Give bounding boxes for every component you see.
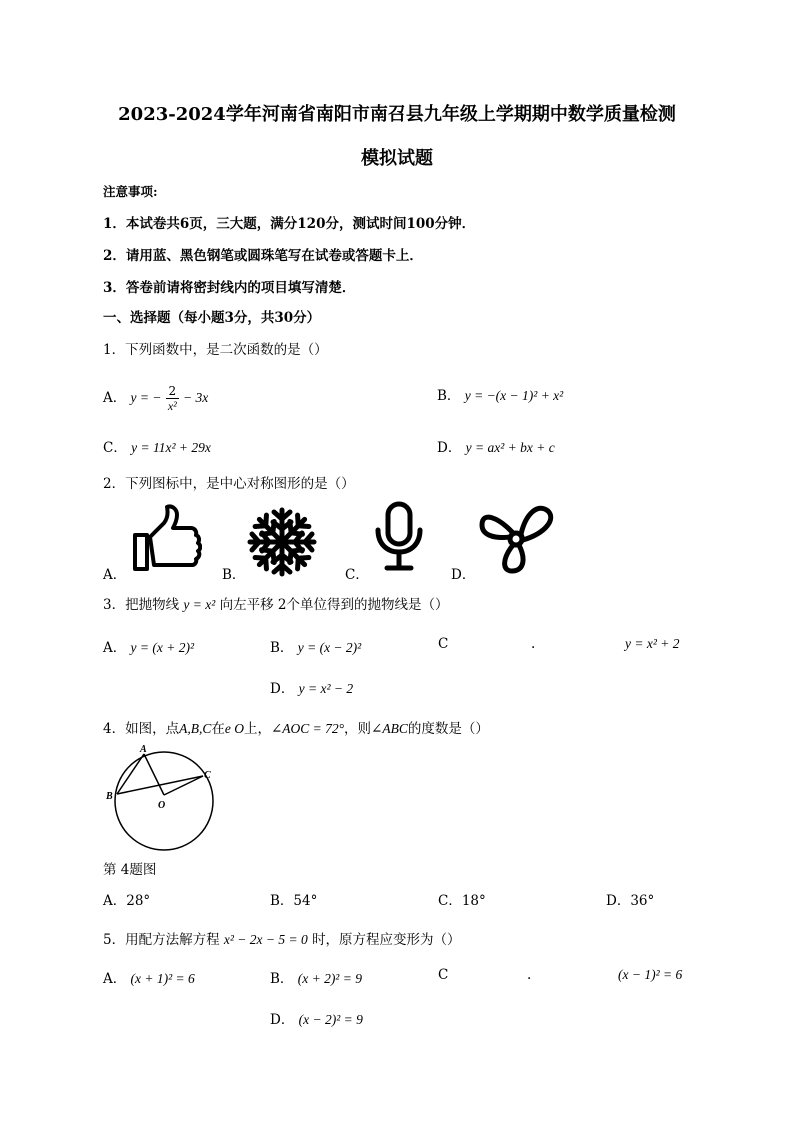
q5-a-expr: (x + 1)² = 6 xyxy=(130,971,195,986)
q4-stem xyxy=(103,717,489,737)
q4-stem-circle: e O xyxy=(224,721,244,736)
q5-b-expr: (x + 2)² = 9 xyxy=(297,971,362,986)
thumbs-up-icon xyxy=(130,503,202,573)
notice-heading: 注意事项: xyxy=(103,184,158,199)
q3-d-label: D． xyxy=(270,681,295,697)
notice-item-1: 1．本试卷共6页，三大题，满分120分，测试时间100分钟． xyxy=(103,216,476,232)
q1-a-den: x² xyxy=(167,399,177,413)
q2-label-d: D． xyxy=(451,567,476,583)
q1-a-expr-pre: y = − xyxy=(130,390,162,405)
q5-d-label: D． xyxy=(270,1012,295,1028)
segment-ab xyxy=(117,754,144,794)
fan-icon xyxy=(476,500,556,574)
q4-caption: 第 4题图 xyxy=(103,862,157,878)
q5-c-dot: . xyxy=(527,967,532,983)
q5-a-label: A． xyxy=(103,971,127,987)
label-b: B xyxy=(106,791,113,802)
q3-b-expr: y = (x − 2)² xyxy=(297,640,362,655)
q2-label-c: C． xyxy=(345,567,369,583)
q1-a-num: 2 xyxy=(166,384,179,399)
q4-option-d: D．36° xyxy=(606,893,655,909)
exam-title: 2023-2024学年河南省南阳市南召县九年级上学期期中数学质量检测 xyxy=(118,104,676,125)
q3-c-dot: . xyxy=(531,636,536,652)
segment-bc xyxy=(117,776,203,794)
q3-b-label: B． xyxy=(270,640,294,656)
q1-a-expr-post: − 3x xyxy=(183,390,209,405)
q2-stem: 2．下列图标中，是中心对称图形的是（） xyxy=(103,476,355,492)
q3-stem-math: y = x² xyxy=(183,597,216,612)
q5-b-label: B． xyxy=(270,971,294,987)
q4-stem-on: 上， xyxy=(243,721,271,737)
q5-stem-pre: 5．用配方法解方程 xyxy=(103,932,220,948)
q1-d-expr: y = ax² + bx + c xyxy=(465,440,555,455)
q1-b-label: B． xyxy=(437,388,461,404)
q5-d-expr: (x − 2)² = 9 xyxy=(298,1012,363,1027)
q5-c-label: C xyxy=(438,967,449,983)
q4-stem-then: ，则 xyxy=(344,721,372,737)
q3-option-a xyxy=(103,636,194,656)
q1-stem: 1．下列函数中，是二次函数的是（） xyxy=(103,342,328,358)
q5-stem-post: 时，原方程应变形为（） xyxy=(312,932,461,948)
q1-b-expr: y = −(x − 1)² + x² xyxy=(464,388,564,403)
q5-stem-math: x² − 2x − 5 = 0 xyxy=(223,932,308,947)
label-a: A xyxy=(140,744,147,755)
q1-c-label: C． xyxy=(103,440,127,456)
q3-d-expr: y = x² − 2 xyxy=(298,681,354,696)
segment-oc xyxy=(164,776,203,795)
q3-c-expr: y = x² + 2 xyxy=(625,636,680,651)
q2-label-b: B． xyxy=(222,567,246,583)
segment-ao xyxy=(144,754,164,795)
q3-stem-pre: 3．把抛物线 xyxy=(103,597,180,613)
q5-option-a xyxy=(103,967,195,987)
exam-subtitle: 模拟试题 xyxy=(361,148,433,169)
section1-heading: 一、选择题（每小题3分，共30分） xyxy=(103,310,321,326)
q3-stem xyxy=(103,593,448,613)
label-c: C xyxy=(204,770,211,781)
q3-option-d xyxy=(270,677,353,697)
q1-c-expr: y = 11x² + 29x xyxy=(131,440,211,455)
q3-a-label: A． xyxy=(103,640,127,656)
q1-option-a xyxy=(103,384,208,413)
q1-option-c xyxy=(103,436,211,456)
q1-a-fraction xyxy=(166,384,179,413)
q5-c-expr: (x − 1)² = 6 xyxy=(618,967,683,982)
q1-option-b xyxy=(437,384,563,404)
q4-option-c: C．18° xyxy=(438,893,486,909)
q1-a-label: A． xyxy=(103,390,127,406)
microphone-icon xyxy=(370,500,428,574)
q2-label-a: A． xyxy=(103,567,127,583)
q3-stem-post: 向左平移 2个单位得到的抛物线是（） xyxy=(219,597,449,613)
q4-stem-mid: 在 xyxy=(211,721,225,737)
q4-stem-angle: ∠AOC = 72° xyxy=(270,721,345,736)
snowflake-icon xyxy=(246,506,318,578)
q4-stem-pre: 4．如图，点 xyxy=(103,721,180,737)
q4-stem-post: 的度数是（） xyxy=(407,721,489,737)
notice-item-3: 3．答卷前请将密封线内的项目填写清楚． xyxy=(103,280,356,296)
q4-option-a: A．28° xyxy=(103,893,151,909)
q5-stem xyxy=(103,928,461,948)
q3-a-expr: y = (x + 2)² xyxy=(130,640,195,655)
q4-stem-abc: ∠ABC xyxy=(371,721,408,736)
label-o: O xyxy=(158,800,166,811)
q4-stem-pts: A,B,C xyxy=(179,721,212,736)
q3-option-b xyxy=(270,636,361,656)
q1-option-d xyxy=(437,436,555,456)
q1-d-label: D． xyxy=(437,440,462,456)
q4-option-b: B．54° xyxy=(270,893,318,909)
q5-option-d xyxy=(270,1008,363,1028)
q5-option-b xyxy=(270,967,362,987)
notice-item-2: 2．请用蓝、黑色钢笔或圆珠笔写在试卷或答题卡上． xyxy=(103,248,423,264)
q3-c-label: C xyxy=(438,636,449,652)
q4-circle-figure xyxy=(100,742,220,854)
